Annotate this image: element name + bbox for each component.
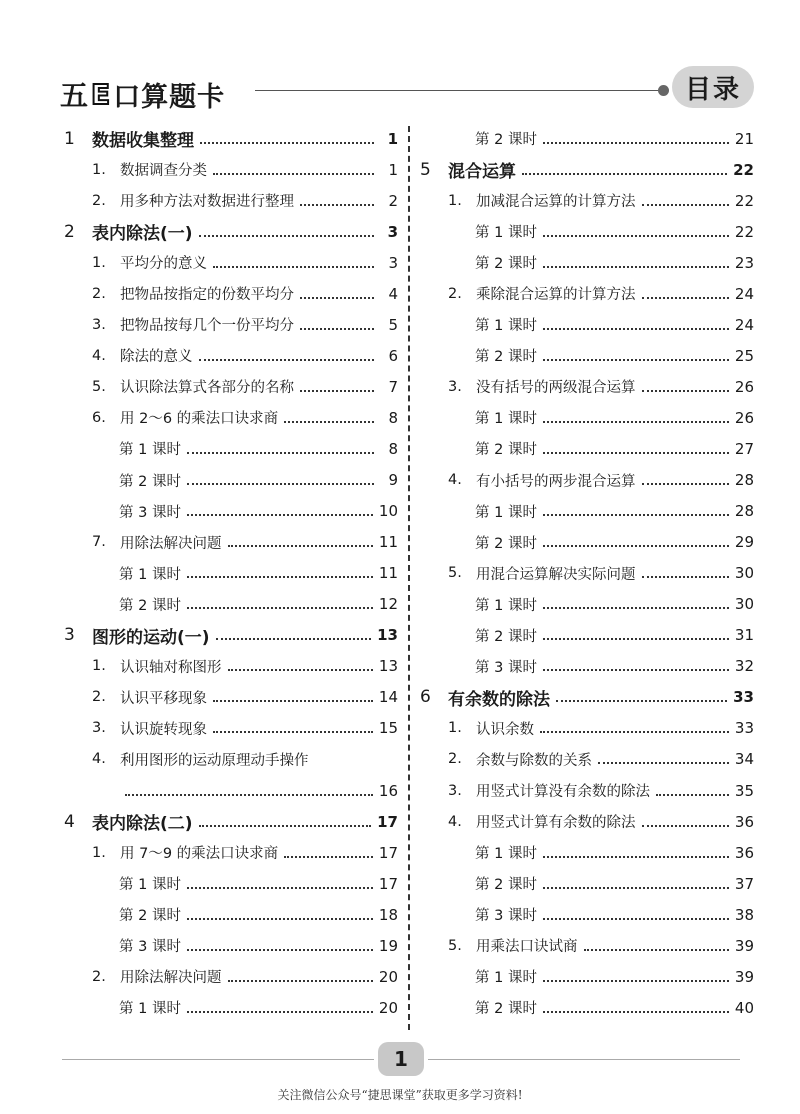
page-ref: 3 <box>388 253 398 272</box>
toc-entry <box>420 154 754 185</box>
section-number: 4. <box>448 472 462 489</box>
leader-dots <box>642 568 729 578</box>
section-number: 6. <box>92 409 106 426</box>
section-number: 4. <box>448 813 462 830</box>
chapter-number: 6 <box>420 687 431 708</box>
toc-entry <box>64 961 398 992</box>
toc-entry <box>420 185 754 216</box>
leader-dots <box>598 754 729 764</box>
toc-badge: 目录 <box>672 66 754 108</box>
lesson-title: 第 1 课时 <box>475 318 537 335</box>
section-number: 5. <box>448 937 462 954</box>
leader-dots <box>199 227 374 237</box>
lesson-title: 第 2 课时 <box>475 442 537 459</box>
leader-dots <box>642 817 729 827</box>
leader-dots <box>300 289 374 299</box>
leader-dots <box>543 444 729 454</box>
chapter-title: 有余数的除法 <box>448 689 550 710</box>
section-number: 4. <box>92 751 106 768</box>
page-ref: 30 <box>734 564 754 583</box>
page-ref: 8 <box>388 408 398 427</box>
page-ref: 33 <box>733 688 754 707</box>
footer-note: 关注微信公众号“捷思课堂”获取更多学习资料! <box>277 1088 523 1102</box>
leader-dots <box>213 692 373 702</box>
page-ref: 24 <box>734 315 754 334</box>
toc-entry <box>64 837 398 868</box>
section-number: 5. <box>92 378 106 395</box>
toc-entry <box>64 713 398 744</box>
section-number: 2. <box>448 751 462 768</box>
toc-entry <box>420 589 754 620</box>
section-title: 乘除混合运算的计算方法 <box>476 287 636 304</box>
toc-entry <box>420 123 754 154</box>
leader-dots <box>543 413 729 423</box>
chapter-title: 混合运算 <box>448 162 516 183</box>
lesson-title: 第 2 课时 <box>475 877 537 894</box>
page-ref: 5 <box>388 315 398 334</box>
page-ref: 17 <box>378 874 398 893</box>
leader-dots <box>213 723 373 733</box>
leader-dots <box>187 475 374 485</box>
leader-dots <box>522 165 727 175</box>
toc-entry <box>420 682 754 713</box>
toc-entry <box>420 371 754 402</box>
leader-dots <box>642 196 729 206</box>
leader-dots <box>187 910 373 920</box>
section-title: 用除法解决问题 <box>120 535 222 552</box>
section-title: 用乘法口诀试商 <box>476 939 578 956</box>
section-title: 用除法解决问题 <box>120 970 222 987</box>
toc-entry <box>64 558 398 589</box>
page-ref: 37 <box>734 874 754 893</box>
page-ref: 9 <box>388 471 398 490</box>
page-ref: 14 <box>378 688 398 707</box>
section-number: 1. <box>92 658 106 675</box>
section-number: 1. <box>92 161 106 178</box>
leader-dots <box>284 848 373 858</box>
toc-entry <box>420 744 754 775</box>
toc-entry <box>420 930 754 961</box>
leader-dots <box>656 786 729 796</box>
toc-entry <box>64 154 398 185</box>
leader-dots <box>200 134 374 144</box>
leader-dots <box>228 661 373 671</box>
toc-entry <box>420 868 754 899</box>
leader-dots <box>300 382 374 392</box>
leader-dots <box>642 475 729 485</box>
toc-entry <box>64 930 398 961</box>
toc-entry <box>64 433 398 464</box>
page-ref: 36 <box>734 843 754 862</box>
leader-dots <box>543 848 729 858</box>
page-ref: 16 <box>378 781 398 800</box>
leader-dots <box>228 972 373 982</box>
lesson-title: 第 2 课时 <box>119 908 181 925</box>
toc-entry <box>64 371 398 402</box>
section-number: 5. <box>448 565 462 582</box>
leader-dots <box>543 1003 729 1013</box>
section-title: 认识余数 <box>476 721 534 738</box>
lesson-title: 第 1 课时 <box>475 846 537 863</box>
page-ref: 33 <box>734 719 754 738</box>
page-ref: 32 <box>734 657 754 676</box>
page-ref: 39 <box>734 936 754 955</box>
page-ref: 20 <box>378 967 398 986</box>
leader-dots <box>187 444 374 454</box>
toc-entry <box>64 185 398 216</box>
toc-entry <box>420 216 754 247</box>
page-ref: 21 <box>734 129 754 148</box>
leader-dots <box>543 351 729 361</box>
section-title: 数据调查分类 <box>120 163 207 180</box>
toc-entry <box>64 216 398 247</box>
chapter-number: 4 <box>64 811 75 832</box>
page-ref: 31 <box>734 626 754 645</box>
leader-dots <box>125 786 373 796</box>
lesson-title: 第 1 课时 <box>119 1001 181 1018</box>
page-ref: 25 <box>734 346 754 365</box>
leader-dots <box>213 165 374 175</box>
page-ref: 35 <box>734 781 754 800</box>
page-ref: 1 <box>388 160 398 179</box>
page-ref: 13 <box>377 626 398 645</box>
toc-entry <box>420 496 754 527</box>
brand-prefix: 五 <box>60 79 90 112</box>
page-ref: 22 <box>733 160 754 179</box>
toc-entry <box>420 558 754 589</box>
section-title: 除法的意义 <box>120 349 193 366</box>
lesson-title: 第 3 课时 <box>119 504 181 521</box>
leader-dots <box>187 1003 373 1013</box>
section-title: 认识旋转现象 <box>120 721 207 738</box>
page-ref: 4 <box>388 284 398 303</box>
section-title: 把物品按每几个一份平均分 <box>120 318 294 335</box>
leader-dots <box>556 692 727 702</box>
toc-entry <box>420 340 754 371</box>
section-number: 1. <box>448 192 462 209</box>
leader-dots <box>642 382 729 392</box>
page-ref: 26 <box>734 408 754 427</box>
leader-dots <box>187 568 373 578</box>
page-ref: 7 <box>388 377 398 396</box>
section-number: 2. <box>92 192 106 209</box>
toc-entry <box>420 278 754 309</box>
chapter-number: 5 <box>420 159 431 180</box>
leader-dots <box>540 723 729 733</box>
toc-entry <box>64 589 398 620</box>
toc-entry <box>64 868 398 899</box>
lesson-title: 第 1 课时 <box>475 411 537 428</box>
section-title: 认识除法算式各部分的名称 <box>120 380 294 397</box>
page-ref: 22 <box>734 222 754 241</box>
toc-entry <box>64 123 398 154</box>
page-ref: 29 <box>734 533 754 552</box>
page-ref: 34 <box>734 750 754 769</box>
section-number: 2. <box>92 968 106 985</box>
lesson-title: 第 1 课时 <box>119 877 181 894</box>
leader-dots <box>199 817 372 827</box>
section-title: 加减混合运算的计算方法 <box>476 194 636 211</box>
toc-entry <box>420 465 754 496</box>
leader-dots <box>300 320 374 330</box>
chapter-number: 1 <box>64 128 75 149</box>
section-number: 4. <box>92 347 106 364</box>
leader-dots <box>543 879 729 889</box>
toc-entry <box>420 433 754 464</box>
toc-entry <box>64 402 398 433</box>
column-divider <box>408 126 410 1030</box>
page-ref: 24 <box>734 284 754 303</box>
brand-logo <box>60 74 225 114</box>
toc-entry <box>420 651 754 682</box>
toc-entry <box>420 775 754 806</box>
section-title: 用多种方法对数据进行整理 <box>120 194 294 211</box>
footer-rule-left <box>62 1059 374 1060</box>
toc-entry <box>64 744 398 775</box>
page-ref: 10 <box>378 502 398 521</box>
toc-left-column <box>64 123 398 1023</box>
section-title: 没有括号的两级混合运算 <box>476 380 636 397</box>
section-title: 有小括号的两步混合运算 <box>476 473 636 490</box>
lesson-title: 第 1 课时 <box>475 225 537 242</box>
page-ref: 20 <box>378 998 398 1017</box>
lesson-title: 第 1 课时 <box>475 597 537 614</box>
toc-entry <box>420 620 754 651</box>
toc-entry <box>420 309 754 340</box>
chapter-title: 图形的运动(一) <box>92 627 210 648</box>
page-ref: 2 <box>388 191 398 210</box>
toc-right-column <box>420 123 754 1023</box>
toc-entry <box>64 247 398 278</box>
lesson-title: 第 3 课时 <box>475 908 537 925</box>
section-number: 3. <box>448 782 462 799</box>
page-ref: 22 <box>734 191 754 210</box>
header-rule <box>255 90 660 91</box>
page-ref: 11 <box>378 533 398 552</box>
leader-dots <box>543 599 729 609</box>
chapter-title: 数据收集整理 <box>92 131 194 152</box>
section-title: 利用图形的运动原理动手操作 <box>120 752 309 769</box>
footer-rule-right <box>428 1059 740 1060</box>
section-number: 3. <box>448 378 462 395</box>
toc-entry <box>420 992 754 1023</box>
leader-dots <box>543 506 729 516</box>
chapter-title: 表内除法(一) <box>92 224 193 245</box>
lesson-title: 第 2 课时 <box>475 1001 537 1018</box>
page-ref: 17 <box>378 843 398 862</box>
page-ref: 1 <box>387 129 398 148</box>
lesson-title: 第 2 课时 <box>119 597 181 614</box>
chapter-number: 2 <box>64 221 75 242</box>
section-title: 用 2～6 的乘法口诀求商 <box>120 411 279 428</box>
toc-entry <box>420 527 754 558</box>
toc-entry <box>64 527 398 558</box>
leader-dots <box>300 196 374 206</box>
page-ref: 3 <box>387 222 398 241</box>
lesson-title: 第 2 课时 <box>475 628 537 645</box>
section-title: 把物品按指定的份数平均分 <box>120 287 294 304</box>
page-ref: 12 <box>378 595 398 614</box>
toc-entry <box>64 899 398 930</box>
header <box>60 70 760 114</box>
page-ref: 23 <box>734 253 754 272</box>
toc-entry <box>64 340 398 371</box>
page-ref: 26 <box>734 377 754 396</box>
lesson-title: 第 1 课时 <box>119 566 181 583</box>
leader-dots <box>584 941 729 951</box>
section-number: 3. <box>92 720 106 737</box>
chapter-number: 3 <box>64 625 75 646</box>
page-ref: 38 <box>734 905 754 924</box>
toc-entry <box>420 713 754 744</box>
toc-entry <box>64 682 398 713</box>
page-ref: 15 <box>378 719 398 738</box>
leader-dots <box>642 289 729 299</box>
brand-mark: E <box>91 77 112 111</box>
leader-dots <box>199 351 375 361</box>
toc-entry <box>64 496 398 527</box>
leader-dots <box>187 879 373 889</box>
section-number: 2. <box>92 285 106 302</box>
section-title: 用竖式计算有余数的除法 <box>476 815 636 832</box>
section-number: 2. <box>448 285 462 302</box>
leader-dots <box>187 506 373 516</box>
toc-entry <box>64 992 398 1023</box>
leader-dots <box>543 537 729 547</box>
leader-dots <box>543 630 729 640</box>
lesson-title: 第 1 课时 <box>119 442 181 459</box>
section-number: 1. <box>92 254 106 271</box>
section-title: 认识平移现象 <box>120 690 207 707</box>
section-title: 认识轴对称图形 <box>120 659 222 676</box>
toc-entry <box>420 247 754 278</box>
section-title: 用 7～9 的乘法口诀求商 <box>120 846 279 863</box>
toc-entry <box>64 465 398 496</box>
toc-entry <box>64 309 398 340</box>
toc-entry <box>64 775 398 806</box>
leader-dots <box>187 599 373 609</box>
section-title: 余数与除数的关系 <box>476 752 592 769</box>
chapter-title: 表内除法(二) <box>92 814 193 835</box>
page-ref: 40 <box>734 998 754 1017</box>
lesson-title: 第 1 课时 <box>475 970 537 987</box>
toc-entry <box>64 620 398 651</box>
toc-entry <box>420 899 754 930</box>
leader-dots <box>543 227 729 237</box>
toc-entry <box>64 806 398 837</box>
leader-dots <box>187 941 373 951</box>
section-number: 1. <box>448 720 462 737</box>
leader-dots <box>284 413 374 423</box>
lesson-title: 第 2 课时 <box>475 535 537 552</box>
lesson-title: 第 2 课时 <box>475 132 537 149</box>
page-ref: 30 <box>734 595 754 614</box>
page-ref: 18 <box>378 905 398 924</box>
leader-dots <box>543 258 729 268</box>
section-number: 7. <box>92 534 106 551</box>
lesson-title: 第 2 课时 <box>475 256 537 273</box>
brand-title: 口算题卡 <box>113 81 226 113</box>
lesson-title: 第 2 课时 <box>475 349 537 366</box>
toc-entry <box>420 837 754 868</box>
header-dot <box>658 85 669 96</box>
lesson-title: 第 1 课时 <box>475 504 537 521</box>
page-ref: 28 <box>734 502 754 521</box>
page-ref: 8 <box>388 439 398 458</box>
page-ref: 36 <box>734 812 754 831</box>
leader-dots <box>216 630 372 640</box>
page-ref: 17 <box>377 812 398 831</box>
toc-entry <box>420 806 754 837</box>
toc-entry <box>64 651 398 682</box>
leader-dots <box>543 134 729 144</box>
section-title: 用竖式计算没有余数的除法 <box>476 784 650 800</box>
page-ref: 39 <box>734 967 754 986</box>
leader-dots <box>543 910 729 920</box>
page-ref: 19 <box>378 936 398 955</box>
leader-dots <box>543 972 729 982</box>
leader-dots <box>543 320 729 330</box>
page-number: 1 <box>378 1042 424 1076</box>
leader-dots <box>228 537 373 547</box>
toc-entry <box>420 402 754 433</box>
toc-entry <box>64 278 398 309</box>
leader-dots <box>213 258 374 268</box>
page-ref: 28 <box>734 471 754 490</box>
section-number: 1. <box>92 844 106 861</box>
page-ref: 6 <box>388 346 398 365</box>
section-number: 3. <box>92 316 106 333</box>
page-ref: 27 <box>734 439 754 458</box>
page-ref: 11 <box>378 564 398 583</box>
section-title: 平均分的意义 <box>120 256 207 273</box>
lesson-title: 第 3 课时 <box>475 659 537 676</box>
leader-dots <box>543 661 729 671</box>
toc-entry <box>420 961 754 992</box>
page-ref: 13 <box>378 657 398 676</box>
lesson-title: 第 3 课时 <box>119 939 181 956</box>
section-title: 用混合运算解决实际问题 <box>476 566 636 583</box>
section-number: 2. <box>92 689 106 706</box>
lesson-title: 第 2 课时 <box>119 473 181 490</box>
